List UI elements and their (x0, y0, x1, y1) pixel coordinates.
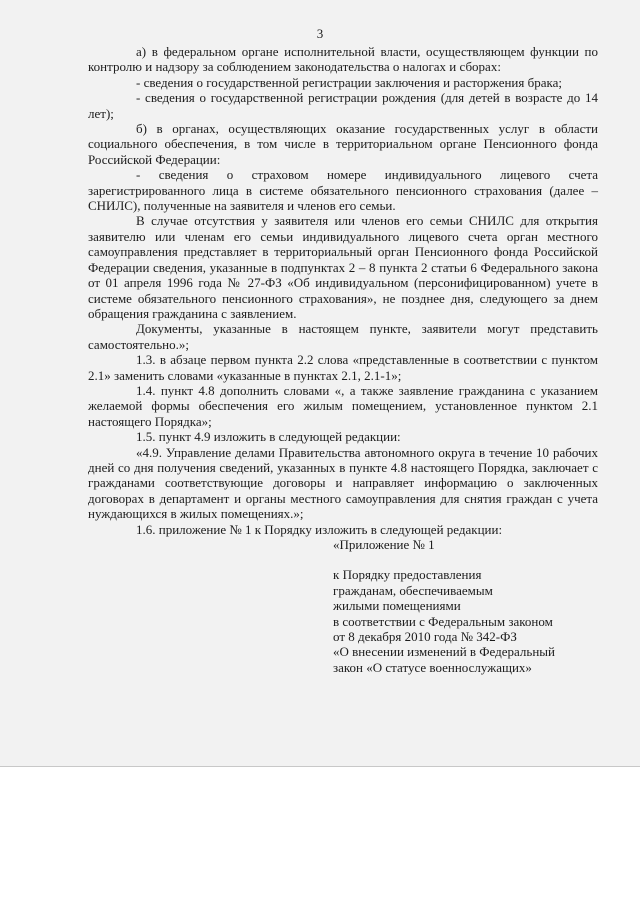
document-body (88, 44, 598, 675)
paragraph-item-4-9: «4.9. Управление делами Правительства автономного округа в течение 10 рабочих дней со дня получения сведений, указанных в пункте 4.8 настоящего Порядка, заключает с гражданами соответствующие договоры и направляет информацию о заключенных договорах в департамент и органы местного самоуправления для снятия граждан с учета нуждающихся в жилых помещениях.»; (88, 444, 598, 522)
appendix-line: закон «О статусе военнослужащих» (333, 659, 532, 675)
appendix-line: «О внесении изменений в Федеральный (333, 644, 555, 660)
appendix-spacer (333, 552, 598, 567)
appendix-line: гражданам, обеспечиваемым (333, 582, 493, 598)
page-number: 3 (316, 26, 324, 41)
paragraph-b-social-services: б) в органах, осуществляющих оказание государственных услуг в области социального обеспечения, в том числе в территориальном органе Пенсионного фонда Российской Федерации: (88, 121, 598, 167)
scan-bottom-edge (0, 766, 640, 767)
paragraph-snils-info: - сведения о страховом номере индивидуального лицевого счета зарегистрированного лица в системе обязательного пенсионного страхования (далее – СНИЛС), полученные на заявителя и членов его семьи. (88, 167, 598, 214)
paragraph-no-snils-case: В случае отсутствия у заявителя или членов его семьи СНИЛС для открытия заявителю или членам его семьи индивидуального лицевого счета орган местного самоуправления представляет в территориальный орган Пенсионного фонда Российской Федерации сведения, указанные в подпунктах 2 – 8 пункта 2 статьи 6 Федерального закона от 01 апреля 1996 года № 27-ФЗ «Об индивидуальном (персонифицированном) учете в системе обязательного пенсионного страхования», не позднее дня, следующего за днем обращения гражданина с заявлением. (88, 213, 598, 321)
paragraph-item-1-6: 1.6. приложение № 1 к Порядку изложить в следующей редакции: (136, 521, 503, 537)
appendix-line: к Порядку предоставления (333, 567, 482, 583)
paragraph-birth-registration: - сведения о государственной регистрации рождения (для детей в возрасте до 14 лет); (88, 90, 598, 121)
appendix-line: в соответствии с Федеральным законом (333, 613, 553, 629)
paragraph-item-1-4: 1.4. пункт 4.8 дополнить словами «, а также заявление гражданина с указанием желаемой формы обеспечения его жилым помещением, установленное пунктом 2.1 настоящего Порядка»; (88, 382, 598, 429)
appendix-line: жилыми помещениями (333, 598, 461, 614)
paragraph-item-1-5: 1.5. пункт 4.9 изложить в следующей редакции: (136, 429, 401, 445)
paragraph-item-1-3: 1.3. в абзаце первом пункта 2.2 слова «представленные в соответствии с пунктом 2.1» заменить словами «указанные в пунктах 2.1, 2.1-1»; (88, 352, 598, 383)
appendix-header (333, 537, 598, 675)
paragraph-marriage-registration: - сведения о государственной регистрации заключения и расторжения брака; (136, 74, 562, 90)
paragraph-a-tax-authority: а) в федеральном органе исполнительной власти, осуществляющем функции по контролю и надзору за соблюдением законодательства о налогах и сборах: (88, 44, 598, 75)
appendix-line: от 8 декабря 2010 года № 342-ФЗ (333, 629, 517, 645)
appendix-title: «Приложение № 1 (333, 537, 435, 552)
paragraph-documents-self-submit: Документы, указанные в настоящем пункте, заявители могут представить самостоятельно.»; (88, 321, 598, 352)
